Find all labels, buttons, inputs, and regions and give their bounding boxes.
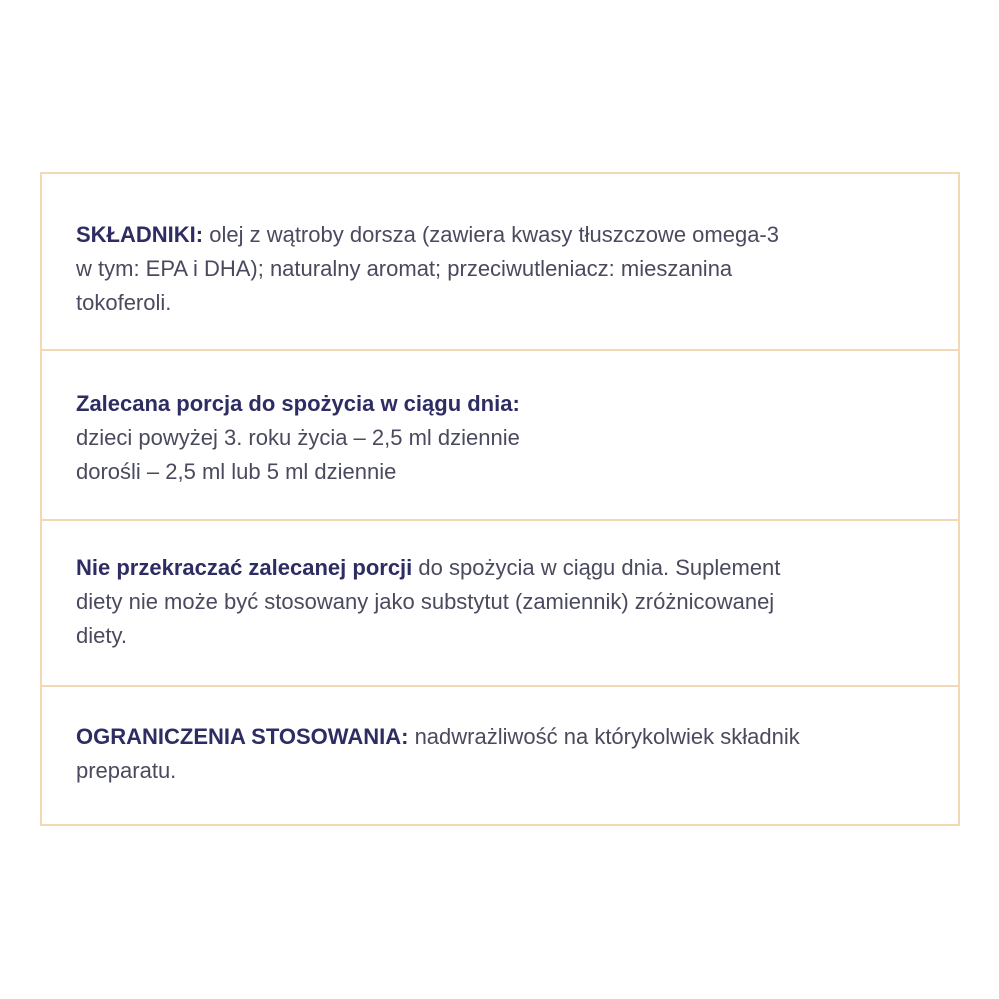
ingredients-line-3: tokoferoli.: [76, 290, 172, 315]
dose-heading: Zalecana porcja do spożycia w ciągu dnia:: [76, 391, 520, 416]
warning-section: [42, 551, 958, 653]
contraindications-section: [42, 720, 958, 788]
ingredients-heading: SKŁADNIKI:: [76, 222, 204, 247]
warning-line-2: diety nie może być stosowany jako substytut (zamiennik) zróżnicowanej: [76, 589, 775, 614]
section-divider: [42, 519, 958, 521]
ingredients-section: [42, 218, 958, 320]
warning-line-1: [76, 551, 944, 585]
contraindications-line-1: [76, 720, 944, 754]
recommended-dose-section: [42, 387, 958, 489]
ingredients-text: olej z wątroby dorsza (zawiera kwasy tłuszczowe omega-3: [203, 222, 779, 247]
section-divider: [42, 685, 958, 687]
warning-text: do spożycia w ciągu dnia. Suplement: [412, 555, 781, 580]
contraindications-heading: OGRANICZENIA STOSOWANIA:: [76, 724, 409, 749]
section-divider: [42, 349, 958, 351]
warning-line-3: diety.: [76, 623, 127, 648]
contraindications-text: nadwrażliwość na którykolwiek składnik: [408, 724, 800, 749]
ingredients-line-1: [76, 218, 944, 252]
ingredients-line-2: w tym: EPA i DHA); naturalny aromat; przeciwutleniacz: mieszanina: [76, 256, 733, 281]
dose-children: dzieci powyżej 3. roku życia – 2,5 ml dziennie: [76, 425, 520, 450]
contraindications-line-2: preparatu.: [76, 758, 177, 783]
dose-adults: dorośli – 2,5 ml lub 5 ml dziennie: [76, 459, 397, 484]
product-info-table: [40, 172, 960, 826]
warning-heading: Nie przekraczać zalecanej porcji: [76, 555, 413, 580]
